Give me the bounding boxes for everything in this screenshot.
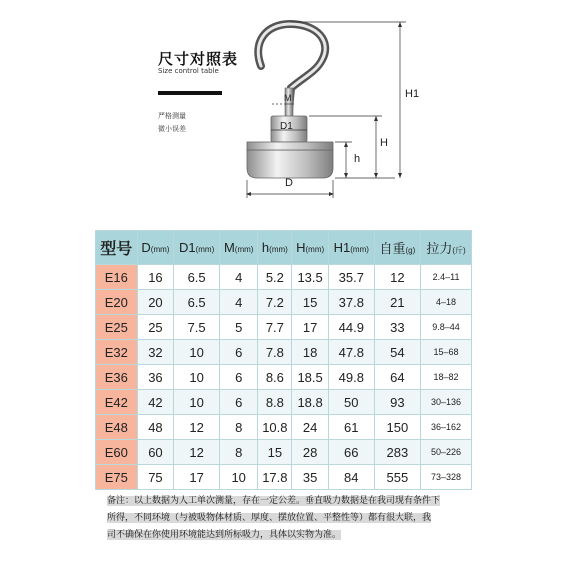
cell-pull-force: 36–162 [421,415,472,440]
table-row [96,265,472,290]
cell-h-small: 8.6 [258,365,292,390]
col-header-d1: D1(mm) [174,231,220,265]
table-header-row [96,231,472,265]
cell-d: 16 [137,265,174,290]
footer-line-3: 司不确保在你使用环境能达到所标吸力，具体以实物为准。 [107,530,342,540]
cell-h1: 50 [328,390,374,415]
cell-d: 25 [137,315,174,340]
cell-pull-force: 2.4–11 [421,265,472,290]
cell-h-small: 7.2 [258,290,292,315]
dim-label-d1: D1 [280,121,293,132]
dim-label-h1: H1 [405,88,420,100]
cell-m: 8 [219,415,257,440]
cell-model: E20 [96,290,138,315]
cell-h-small: 7.7 [258,315,292,340]
cell-d1: 17 [174,465,220,490]
cell-h-small: 10.8 [258,415,292,440]
cell-pull-force: 15–68 [421,340,472,365]
footer-line-1: 备注：以上数据为人工单次测量，存在一定公差。垂直吸力数据是在我司现有条件下 [107,496,441,506]
dim-label-h-big: H [380,137,388,149]
cell-model: E60 [96,440,138,465]
cell-model: E32 [96,340,138,365]
cell-h-big: 18.5 [292,365,329,390]
page-title-zh: 尺寸对照表 [158,50,239,68]
cell-d1: 6.5 [174,265,220,290]
cell-weight: 64 [374,365,420,390]
cell-h1: 44.9 [328,315,374,340]
cell-d: 32 [137,340,174,365]
cell-d1: 7.5 [174,315,220,340]
cell-d: 60 [137,440,174,465]
cell-model: E42 [96,390,138,415]
cell-pull-force: 73–328 [421,465,472,490]
cell-h1: 49.8 [328,365,374,390]
page-title-en: Size control table [158,67,219,75]
cell-weight: 33 [374,315,420,340]
cell-pull-force: 50–226 [421,440,472,465]
cell-d: 48 [137,415,174,440]
hook-magnet-diagram [0,0,568,230]
cell-pull-force: 9.8–44 [421,315,472,340]
cell-m: 6 [219,390,257,415]
cell-h-big: 17 [292,315,329,340]
footer-disclaimer [107,493,467,544]
col-header-m: M(mm) [219,231,257,265]
cell-d1: 12 [174,440,220,465]
cell-m: 6 [219,365,257,390]
table-row [96,365,472,390]
cell-d: 75 [137,465,174,490]
cell-h-big: 28 [292,440,329,465]
cell-model: E36 [96,365,138,390]
cell-h-big: 15 [292,290,329,315]
size-spec-table [95,230,472,490]
col-header-h-small: h(mm) [258,231,292,265]
cell-m: 10 [219,465,257,490]
cell-h-small: 17.8 [258,465,292,490]
cell-d1: 10 [174,365,220,390]
col-header-d: D(mm) [137,231,174,265]
cell-m: 4 [219,265,257,290]
cell-pull-force: 4–18 [421,290,472,315]
cell-h-big: 35 [292,465,329,490]
cell-model: E16 [96,265,138,290]
cell-m: 8 [219,440,257,465]
note-precise-measure: 严格测量 [158,112,186,120]
col-header-weight: 自重(g) [374,231,420,265]
table-row [96,315,472,340]
cell-h1: 66 [328,440,374,465]
magnet-base-shape [247,150,333,178]
cell-model: E75 [96,465,138,490]
cell-m: 5 [219,315,257,340]
col-header-h1: H1(mm) [328,231,374,265]
footer-line-2: 所得，不同环境（与被吸物体材质、厚度、摆放位置、平整性等）都有很大联，我 [107,513,432,523]
cell-h-big: 24 [292,415,329,440]
table-row [96,290,472,315]
cell-h1: 61 [328,415,374,440]
cell-model: E25 [96,315,138,340]
cell-d1: 12 [174,415,220,440]
cell-weight: 21 [374,290,420,315]
table-row [96,340,472,365]
col-header-pull-force: 拉力(斤) [421,231,472,265]
cell-h1: 84 [328,465,374,490]
cell-d: 20 [137,290,174,315]
cell-m: 4 [219,290,257,315]
cell-h1: 35.7 [328,265,374,290]
cell-d: 42 [137,390,174,415]
cell-d: 36 [137,365,174,390]
cell-d1: 10 [174,390,220,415]
table-row [96,465,472,490]
cell-h-big: 13.5 [292,265,329,290]
cell-model: E48 [96,415,138,440]
cell-d1: 10 [174,340,220,365]
cell-d1: 6.5 [174,290,220,315]
cell-weight: 283 [374,440,420,465]
cell-h-big: 18 [292,340,329,365]
cell-weight: 12 [374,265,420,290]
cell-pull-force: 30–136 [421,390,472,415]
cell-h-small: 5.2 [258,265,292,290]
cell-m: 6 [219,340,257,365]
dim-label-m: M [284,93,292,103]
cell-weight: 54 [374,340,420,365]
cell-h-small: 8.8 [258,390,292,415]
dim-label-h-small: h [354,153,361,165]
cell-weight: 93 [374,390,420,415]
col-header-h-big: H(mm) [292,231,329,265]
cell-weight: 555 [374,465,420,490]
cell-h-small: 7.8 [258,340,292,365]
table-row [96,415,472,440]
dim-label-d: D [285,177,293,189]
cell-h-big: 18.8 [292,390,329,415]
cell-h1: 47.8 [328,340,374,365]
cell-h1: 37.8 [328,290,374,315]
cell-h-small: 15 [258,440,292,465]
col-header-model: 型号 [96,231,138,265]
note-small-error: 微小误差 [158,125,186,133]
cell-pull-force: 18–82 [421,365,472,390]
cell-weight: 150 [374,415,420,440]
table-row [96,440,472,465]
table-row [96,390,472,415]
